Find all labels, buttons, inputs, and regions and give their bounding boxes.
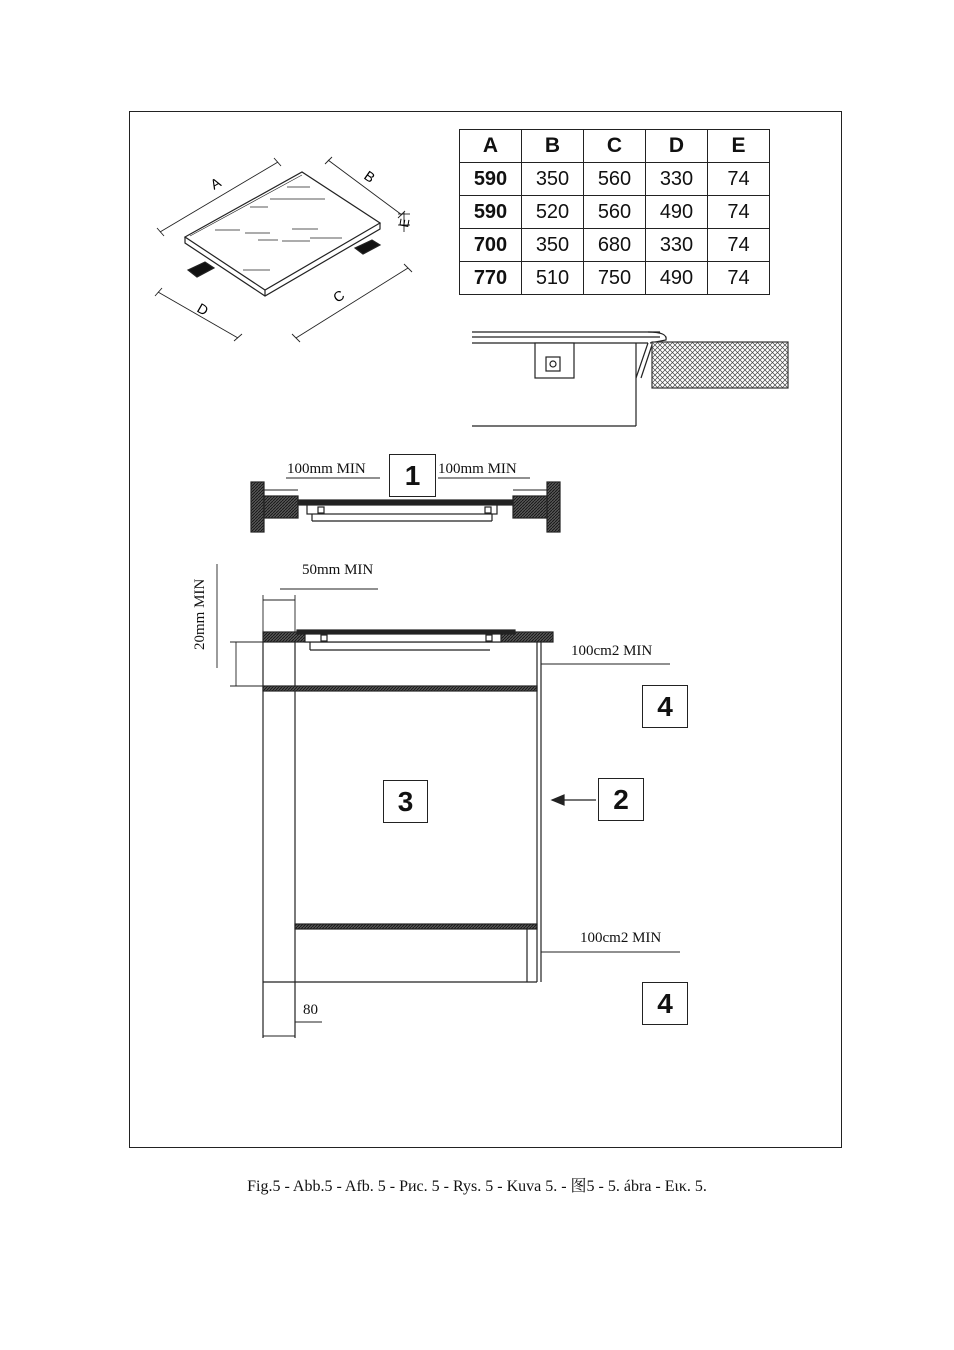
table-cell: 510 xyxy=(522,262,584,295)
table-cell: 74 xyxy=(708,196,770,229)
table-cell: 74 xyxy=(708,229,770,262)
clearance-left-label: 100mm MIN xyxy=(287,461,366,477)
vent-bottom-label: 100cm2 MIN xyxy=(580,930,662,946)
callout-3: 3 xyxy=(383,780,428,823)
top-gap-label: 20mm MIN xyxy=(192,578,208,650)
table-cell: 74 xyxy=(708,163,770,196)
dimension-letter-c: C xyxy=(330,286,348,306)
table-cell: 490 xyxy=(646,196,708,229)
side-gap-label: 50mm MIN xyxy=(302,562,374,578)
hob-isometric xyxy=(155,157,412,342)
figure-caption: Fig.5 - Abb.5 - Afb. 5 - Рис. 5 - Rys. 5 - Kuva 5. - 图5 - 5. ábra - Εικ. 5. xyxy=(247,1178,707,1195)
table-cell: 700 xyxy=(460,229,522,262)
table-cell: 520 xyxy=(522,196,584,229)
table-cell: 590 xyxy=(460,196,522,229)
callout-2: 2 xyxy=(598,778,644,821)
table-header-cell: E xyxy=(708,130,770,163)
table-header-cell: D xyxy=(646,130,708,163)
table-cell: 490 xyxy=(646,262,708,295)
dimension-letter-a: A xyxy=(207,174,224,193)
table-cell: 680 xyxy=(584,229,646,262)
callout-4-top: 4 xyxy=(642,685,688,728)
vent-top-label: 100cm2 MIN xyxy=(571,643,653,659)
table-cell: 560 xyxy=(584,163,646,196)
table-cell: 330 xyxy=(646,163,708,196)
table-cell: 560 xyxy=(584,196,646,229)
mounting-detail xyxy=(472,332,788,426)
table-cell: 350 xyxy=(522,163,584,196)
table-header-cell: C xyxy=(584,130,646,163)
table-header-cell: A xyxy=(460,130,522,163)
callout-4-bottom: 4 xyxy=(642,982,688,1025)
table-cell: 350 xyxy=(522,229,584,262)
dimension-letter-b: B xyxy=(361,167,379,186)
depth-label: 80 xyxy=(303,1002,318,1018)
table-cell: 74 xyxy=(708,262,770,295)
clearance-right-label: 100mm MIN xyxy=(438,461,517,477)
table-cell: 590 xyxy=(460,163,522,196)
table-header-cell: B xyxy=(522,130,584,163)
dimension-letter-e: E xyxy=(396,217,413,229)
callout-1: 1 xyxy=(389,454,436,497)
table-cell: 750 xyxy=(584,262,646,295)
dimension-letter-d: D xyxy=(194,299,212,319)
table-cell: 770 xyxy=(460,262,522,295)
table-cell: 330 xyxy=(646,229,708,262)
